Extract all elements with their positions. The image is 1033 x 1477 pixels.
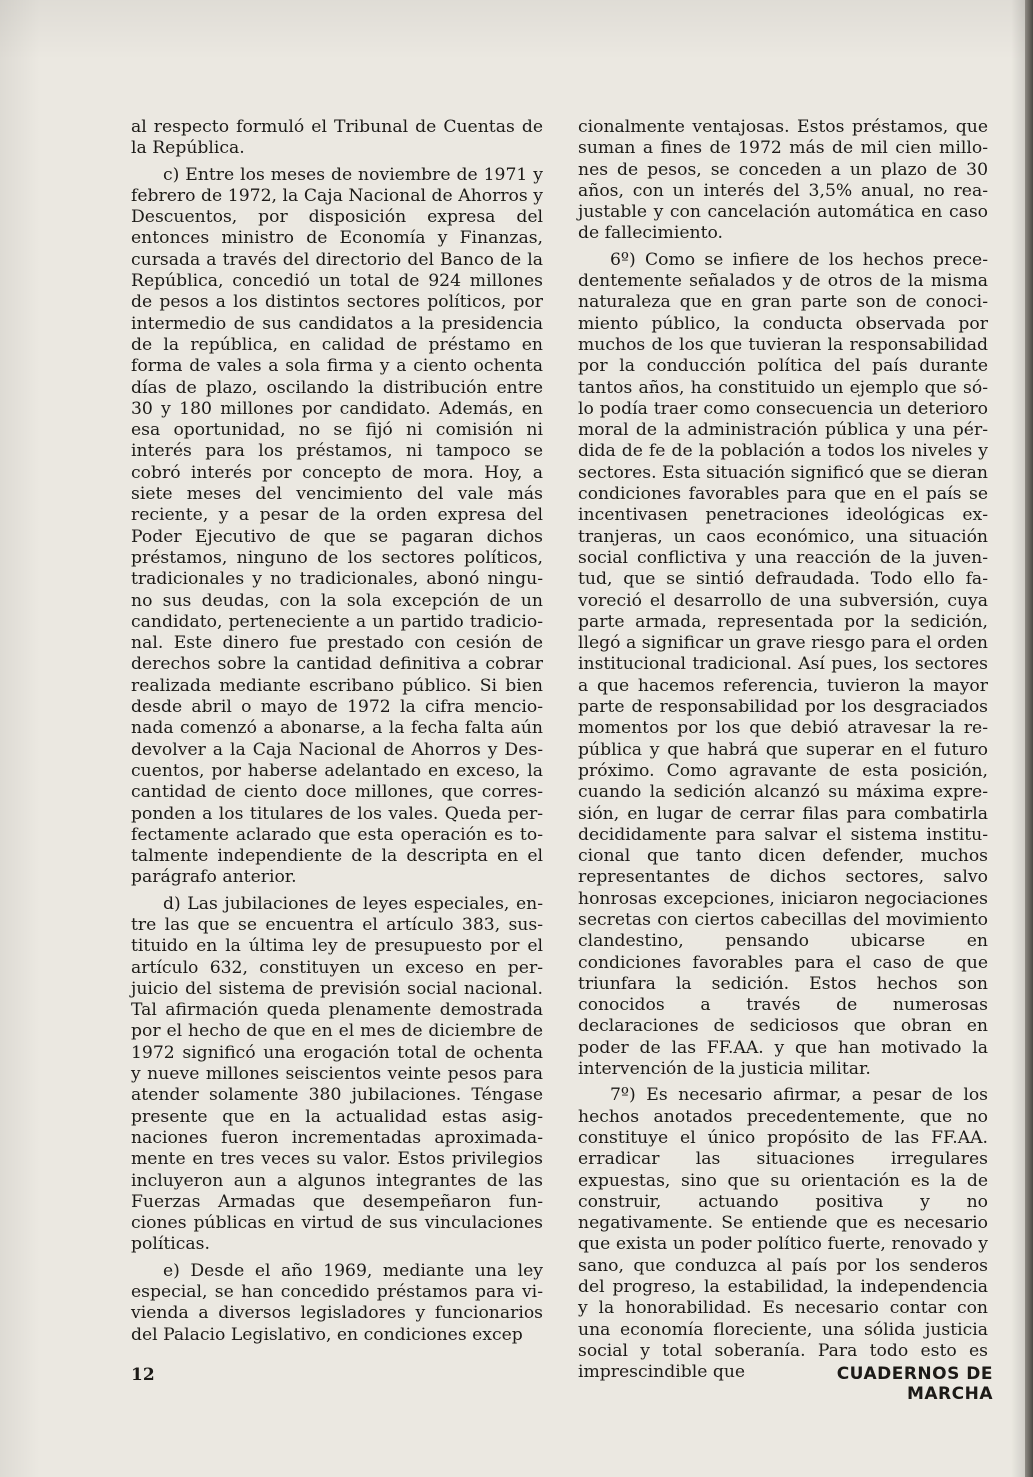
right-column <box>578 117 988 1389</box>
paragraph-right-1: cionalmente ventajosas. Estos préstamos, que suman a fines de 1972 más de mil cien millones de pesos, se conceden a un plazo de 30 años, con un interés del 3,5% anual, no reajustable y con cancelación automática en caso de fallecimiento. <box>578 117 988 244</box>
paragraph-left-1: al respecto formuló el Tribunal de Cuentas de la República. <box>131 117 543 159</box>
publication-name: CUADERNOS DE MARCHA <box>836 1364 993 1404</box>
paragraph-right-2: 6º) Como se infiere de los hechos precedentemente señalados y de otros de la misma naturaleza que en gran parte son de conocimiento público, la conducta observada por muchos de los que tuvieran la responsabilidad por la conducción política del país durante tantos años, ha constituido un ejemplo que sólo podía traer como consecuencia un deterioro moral de la administración pública y una pérdida de fe de la población a todos los niveles y sectores. Esta situación significó que se dieran condiciones favorables para que en el país se incentivasen penetraciones ideológicas extranjeras, un caos económico, una situación social conflictiva y una reacción de la juventud, que se sintió defraudada. Todo ello favoreció el desarrollo de una subversión, cuya parte armada, representada por la sedición, llegó a significar un grave riesgo para el orden institucional tradicional. Así pues, los sectores a que hacemos referencia, tuvieron la mayor parte de responsabilidad por los desgraciados momentos por los que debió atravesar la república y que habrá que superar en el futuro próximo. Como agravante de esta posición, cuando la sedición alcanzó su máxima expresión, en lugar de cerrar filas para combatirla decididamente para salvar el sistema institucional que tanto dicen defender, muchos representantes de dichos sectores, salvo honrosas excepciones, iniciaron negociaciones secretas con ciertos cabecillas del movimiento clandestino, pensando ubicarse en condiciones favorables para el caso de que triunfara la sedición. Estos hechos son conocidos a través de numerosas declaraciones de sediciosos que obran en poder de las FF.AA. y que han motivado la intervención de la justicia militar. <box>578 249 988 1080</box>
paragraph-left-2: c) Entre los meses de noviembre de 1971 y febrero de 1972, la Caja Nacional de Ahorros y Descuentos, por disposición expresa del entonces ministro de Economía y Finanzas, cursada a través del directorio del Banco de la República, concedió un total de 924 millones de pesos a los distintos sectores políticos, por intermedio de sus candidatos a la presidencia de la república, en calidad de préstamo en forma de vales a sola firma y a ciento ochenta días de plazo, oscilando la distribución entre 30 y 180 millones por candidato. Además, en esa oportunidad, no se fijó ni comisión ni interés para los préstamos, ni tampoco se cobró interés por concepto de mora. Hoy, a siete meses del vencimiento del vale más reciente, y a pesar de la orden expresa del Poder Ejecutivo de que se pagaran dichos préstamos, ninguno de los sectores políticos, tradicionales y no tradicionales, abonó ninguno sus deudas, con la sola excepción de un candidato, perteneciente a un partido tradicional. Este dinero fue prestado con cesión de derechos sobre la cantidad definitiva a cobrar realizada mediante escribano público. Si bien desde abril o mayo de 1972 la cifra mencionada comenzó a abonarse, a la fecha falta aún devolver a la Caja Nacional de Ahorros y Descuentos, por haberse adelantado en exceso, la cantidad de ciento doce millones, que corresponden a los titulares de los vales. Queda perfectamente aclarado que esta operación es totalmente independiente de la descripta en el parágrafo anterior. <box>131 164 543 888</box>
paragraph-right-3: 7º) Es necesario afirmar, a pesar de los hechos anotados precedentemente, que no constituye el único propósito de las FF.AA. erradicar las situaciones irregulares expuestas, sino que su orientación es la de construir, actuando positiva y no negativamente. Se entiende que es necesario que exista un poder político fuerte, renovado y sano, que conduzca al país por los senderos del progreso, la estabilidad, la independencia y la honorabilidad. Es necesario contar con una economía floreciente, una sólida justicia social y total soberanía. Para todo esto es imprescindible que <box>578 1085 988 1383</box>
page-number: 12 <box>131 1365 155 1385</box>
page-edge-shadow <box>1025 0 1033 1477</box>
paragraph-left-3: d) Las jubilaciones de leyes especiales, entre las que se encuentra el artículo 383, sustituido en la última ley de presupuesto por el artículo 632, constituyen un exceso en perjuicio del sistema de previsión social nacional. Tal afirmación queda plenamente demostrada por el hecho de que en el mes de diciembre de 1972 significó una erogación total de ochenta y nueve millones seiscientos veinte pesos para atender solamente 380 jubilaciones. Téngase presente que en la actualidad estas asignaciones fueron incrementadas aproximadamente en tres veces su valor. Estos privilegios incluyeron aun a algunos integrantes de las Fuerzas Armadas que desempeñaron funciones públicas en virtud de sus vinculaciones políticas. <box>131 893 543 1255</box>
left-column <box>131 117 543 1351</box>
paragraph-left-4: e) Desde el año 1969, mediante una ley especial, se han concedido préstamos para vivienda a diversos legisladores y funcionarios del Palacio Legislativo, en condiciones excep <box>131 1260 543 1345</box>
